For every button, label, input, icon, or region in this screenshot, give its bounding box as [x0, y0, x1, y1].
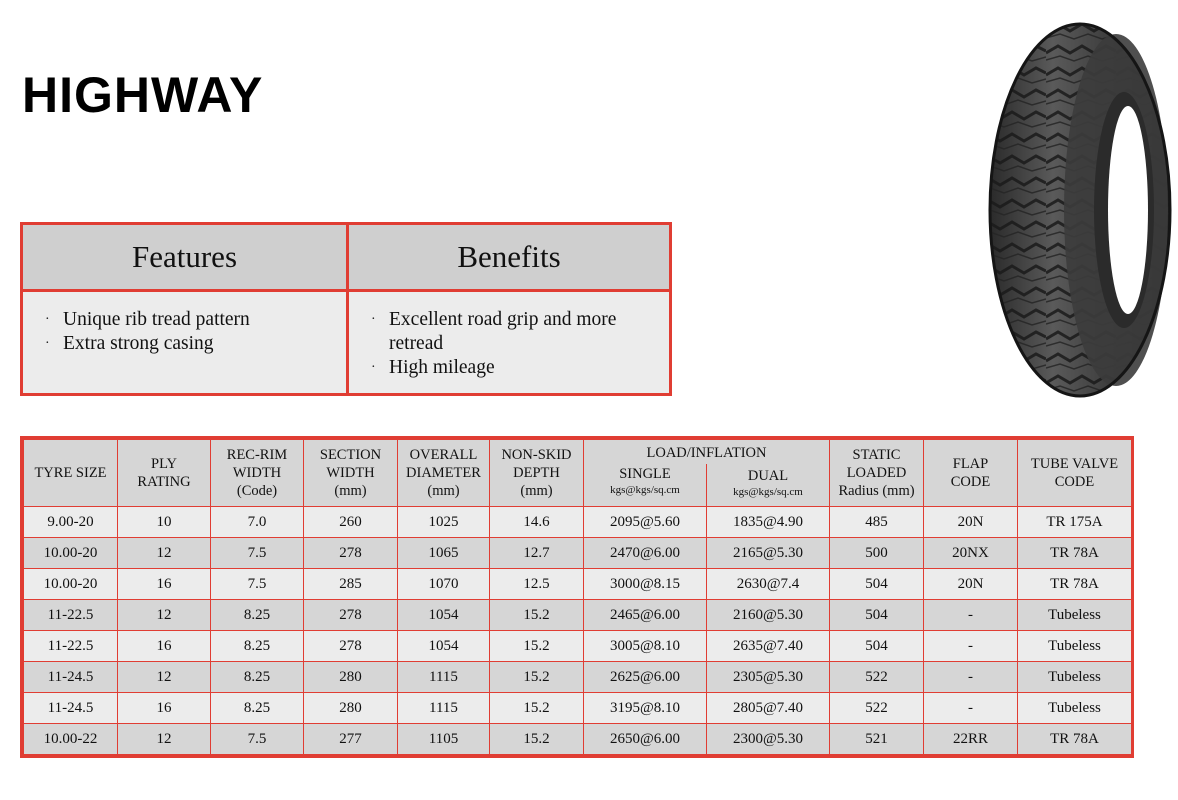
benefits-list-cell	[349, 292, 669, 393]
table-row	[24, 600, 1132, 631]
header-tyre-size: TYRE SIZE	[24, 440, 118, 507]
benefit-text: High mileage	[389, 357, 495, 378]
cell-static-loaded-radius: 500	[830, 538, 924, 569]
cell-load-dual: 2165@5.30	[707, 538, 830, 569]
list-item	[41, 308, 336, 332]
cell-section-width: 285	[304, 569, 398, 600]
bullet: ·	[45, 312, 50, 327]
cell-tyre-size: 11-24.5	[24, 662, 118, 693]
cell-tyre-size: 10.00-20	[24, 538, 118, 569]
cell-tube-valve-code: TR 175A	[1018, 507, 1132, 538]
cell-overall-diameter: 1065	[398, 538, 490, 569]
bullet: ·	[45, 336, 50, 351]
cell-rec-rim-width: 7.5	[211, 569, 304, 600]
cell-non-skid-depth: 12.7	[490, 538, 584, 569]
header-flap-code: FLAP CODE	[924, 440, 1018, 507]
cell-rec-rim-width: 7.0	[211, 507, 304, 538]
cell-flap-code: 22RR	[924, 724, 1018, 755]
table-row	[24, 693, 1132, 724]
header-load-inflation	[584, 440, 830, 507]
features-heading: Features	[23, 225, 349, 292]
cell-tyre-size: 10.00-22	[24, 724, 118, 755]
cell-tyre-size: 9.00-20	[24, 507, 118, 538]
tyre-spec-table	[20, 436, 1134, 758]
cell-section-width: 278	[304, 631, 398, 662]
cell-overall-diameter: 1054	[398, 600, 490, 631]
cell-ply-rating: 12	[118, 662, 211, 693]
cell-static-loaded-radius: 485	[830, 507, 924, 538]
header-non-skid-depth: NON-SKID DEPTH (mm)	[490, 440, 584, 507]
header-section-width: SECTION WIDTH (mm)	[304, 440, 398, 507]
table-row	[24, 724, 1132, 755]
cell-flap-code: 20NX	[924, 538, 1018, 569]
cell-load-dual: 2160@5.30	[707, 600, 830, 631]
cell-section-width: 280	[304, 693, 398, 724]
cell-section-width: 260	[304, 507, 398, 538]
cell-section-width: 277	[304, 724, 398, 755]
cell-ply-rating: 12	[118, 538, 211, 569]
cell-non-skid-depth: 15.2	[490, 693, 584, 724]
table-header-row	[24, 440, 1132, 507]
benefits-list	[367, 308, 659, 380]
benefits-heading: Benefits	[349, 225, 669, 292]
cell-flap-code: -	[924, 662, 1018, 693]
cell-ply-rating: 16	[118, 693, 211, 724]
cell-overall-diameter: 1115	[398, 662, 490, 693]
table-row	[24, 662, 1132, 693]
cell-tyre-size: 11-24.5	[24, 693, 118, 724]
header-dual: DUAL kgs@kgs/sq.cm	[706, 464, 829, 506]
header-single: SINGLE kgs@kgs/sq.cm	[610, 466, 680, 496]
cell-non-skid-depth: 12.5	[490, 569, 584, 600]
cell-tyre-size: 11-22.5	[24, 600, 118, 631]
cell-load-dual: 2305@5.30	[707, 662, 830, 693]
cell-ply-rating: 12	[118, 600, 211, 631]
cell-ply-rating: 12	[118, 724, 211, 755]
cell-flap-code: 20N	[924, 569, 1018, 600]
cell-overall-diameter: 1105	[398, 724, 490, 755]
cell-load-dual: 2805@7.40	[707, 693, 830, 724]
cell-overall-diameter: 1115	[398, 693, 490, 724]
cell-tyre-size: 10.00-20	[24, 569, 118, 600]
cell-tube-valve-code: Tubeless	[1018, 600, 1132, 631]
spec-table-body	[24, 507, 1132, 755]
table-row	[24, 507, 1132, 538]
cell-rec-rim-width: 8.25	[211, 693, 304, 724]
cell-static-loaded-radius: 504	[830, 600, 924, 631]
list-item	[367, 308, 659, 356]
tyre-icon	[976, 20, 1172, 400]
cell-tube-valve-code: Tubeless	[1018, 631, 1132, 662]
cell-ply-rating: 10	[118, 507, 211, 538]
cell-ply-rating: 16	[118, 631, 211, 662]
cell-tube-valve-code: Tubeless	[1018, 693, 1132, 724]
benefit-text: Excellent road grip and more retread	[389, 309, 617, 354]
feature-text: Extra strong casing	[63, 333, 214, 354]
cell-ply-rating: 16	[118, 569, 211, 600]
cell-static-loaded-radius: 504	[830, 631, 924, 662]
cell-static-loaded-radius: 504	[830, 569, 924, 600]
cell-static-loaded-radius: 522	[830, 693, 924, 724]
cell-non-skid-depth: 14.6	[490, 507, 584, 538]
cell-flap-code: -	[924, 600, 1018, 631]
cell-rec-rim-width: 8.25	[211, 600, 304, 631]
cell-non-skid-depth: 15.2	[490, 600, 584, 631]
cell-load-single: 2625@6.00	[584, 662, 707, 693]
cell-tyre-size: 11-22.5	[24, 631, 118, 662]
cell-overall-diameter: 1070	[398, 569, 490, 600]
cell-tube-valve-code: TR 78A	[1018, 538, 1132, 569]
cell-load-dual: 2630@7.4	[707, 569, 830, 600]
cell-section-width: 278	[304, 538, 398, 569]
cell-rec-rim-width: 7.5	[211, 538, 304, 569]
cell-section-width: 278	[304, 600, 398, 631]
table-row	[24, 569, 1132, 600]
cell-static-loaded-radius: 522	[830, 662, 924, 693]
cell-non-skid-depth: 15.2	[490, 631, 584, 662]
header-static-loaded-radius: STATIC LOADED Radius (mm)	[830, 440, 924, 507]
cell-load-single: 2465@6.00	[584, 600, 707, 631]
cell-tube-valve-code: Tubeless	[1018, 662, 1132, 693]
header-tube-valve-code: TUBE VALVE CODE	[1018, 440, 1132, 507]
cell-load-single: 2470@6.00	[584, 538, 707, 569]
features-list-cell	[23, 292, 349, 393]
header-rec-rim: REC-RIM WIDTH (Code)	[211, 440, 304, 507]
cell-static-loaded-radius: 521	[830, 724, 924, 755]
cell-load-single: 2650@6.00	[584, 724, 707, 755]
cell-non-skid-depth: 15.2	[490, 662, 584, 693]
cell-load-dual: 1835@4.90	[707, 507, 830, 538]
cell-load-dual: 2300@5.30	[707, 724, 830, 755]
header-overall-diameter: OVERALL DIAMETER (mm)	[398, 440, 490, 507]
bullet: ·	[371, 312, 376, 327]
cell-load-single: 3000@8.15	[584, 569, 707, 600]
cell-load-single: 3005@8.10	[584, 631, 707, 662]
list-item	[367, 356, 659, 380]
cell-load-single: 2095@5.60	[584, 507, 707, 538]
cell-overall-diameter: 1054	[398, 631, 490, 662]
bullet: ·	[371, 360, 376, 375]
cell-rec-rim-width: 8.25	[211, 631, 304, 662]
cell-load-single: 3195@8.10	[584, 693, 707, 724]
features-benefits-table	[20, 222, 672, 396]
cell-flap-code: 20N	[924, 507, 1018, 538]
cell-section-width: 280	[304, 662, 398, 693]
cell-flap-code: -	[924, 693, 1018, 724]
cell-tube-valve-code: TR 78A	[1018, 724, 1132, 755]
cell-flap-code: -	[924, 631, 1018, 662]
page-title: HIGHWAY	[22, 67, 264, 123]
cell-rec-rim-width: 7.5	[211, 724, 304, 755]
list-item	[41, 332, 336, 356]
header-ply-rating: PLY RATING	[118, 440, 211, 507]
feature-text: Unique rib tread pattern	[63, 309, 250, 330]
cell-tube-valve-code: TR 78A	[1018, 569, 1132, 600]
cell-rec-rim-width: 8.25	[211, 662, 304, 693]
features-list	[41, 308, 336, 356]
table-row	[24, 631, 1132, 662]
table-row	[24, 538, 1132, 569]
cell-load-dual: 2635@7.40	[707, 631, 830, 662]
load-inflation-label: LOAD/INFLATION	[646, 445, 767, 461]
cell-non-skid-depth: 15.2	[490, 724, 584, 755]
cell-overall-diameter: 1025	[398, 507, 490, 538]
